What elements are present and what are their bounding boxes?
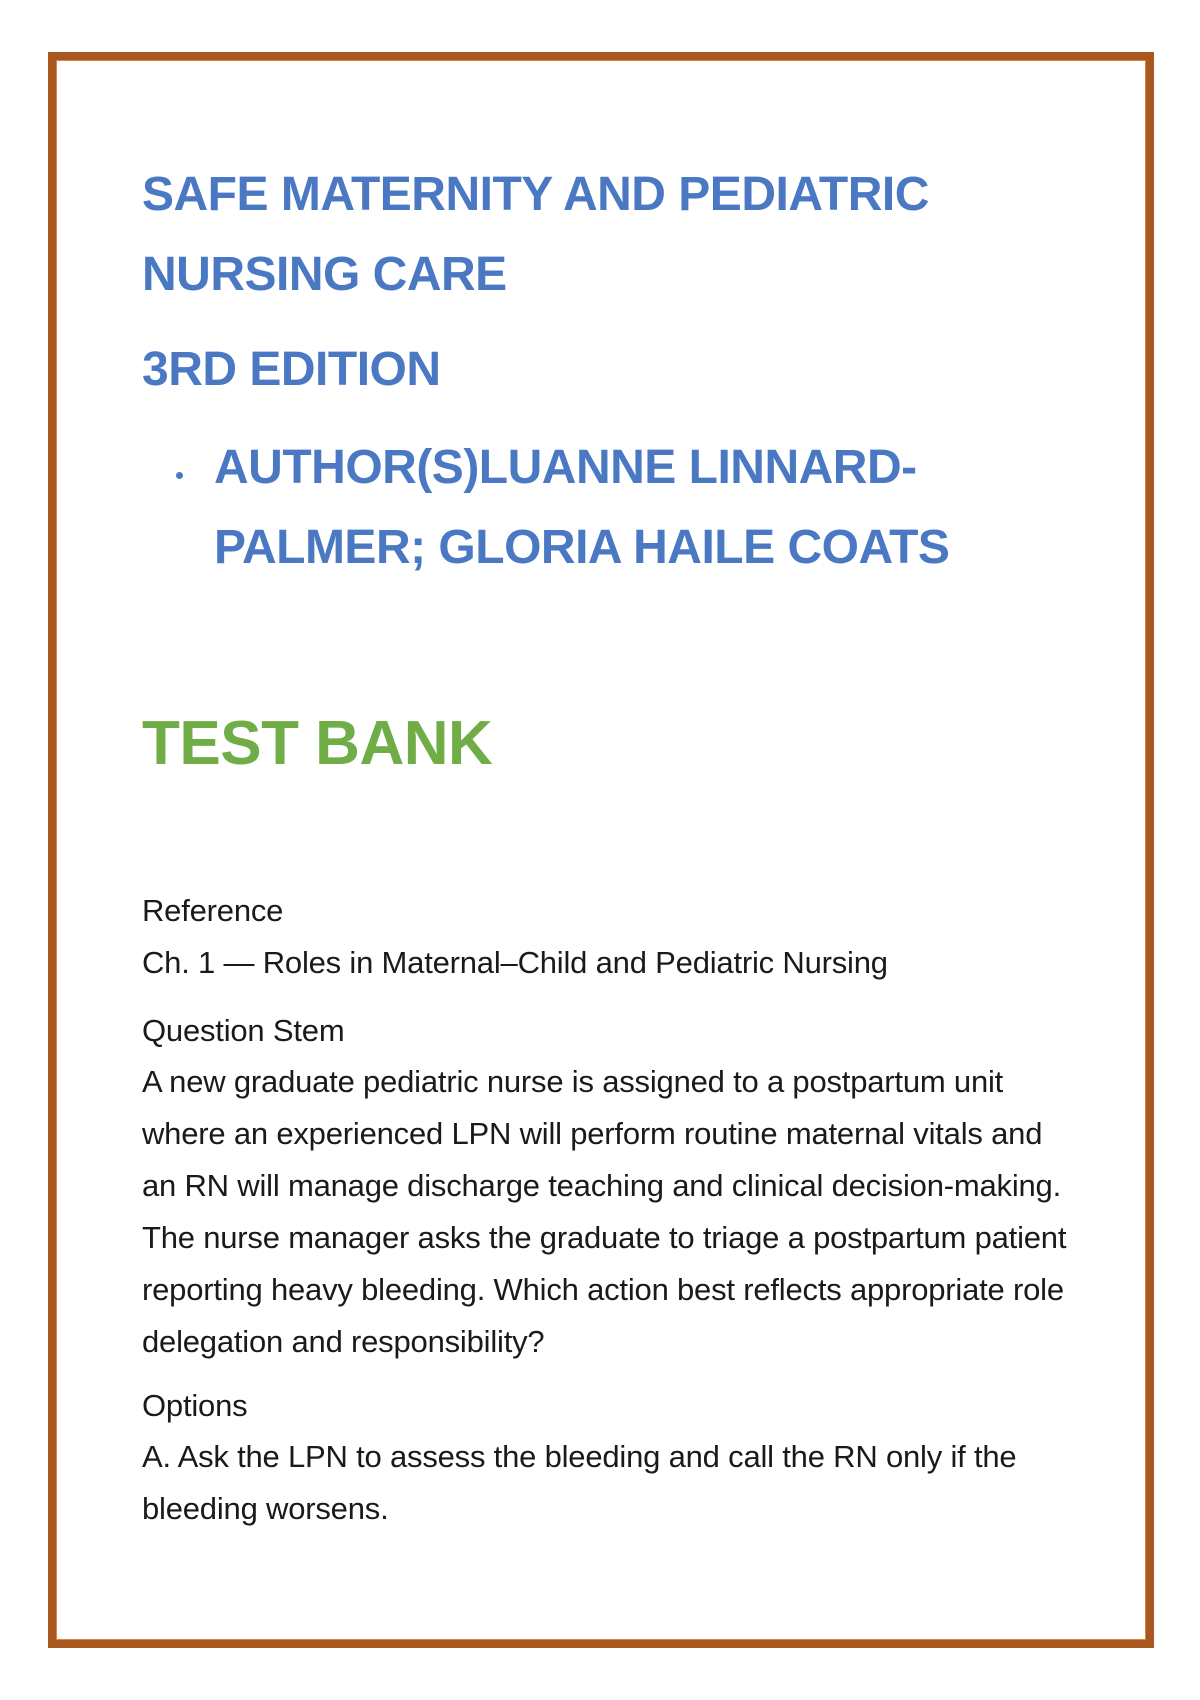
book-title: SAFE MATERNITY AND PEDIATRIC NURSING CARE	[142, 168, 929, 301]
bullet-icon	[176, 472, 183, 479]
reference-value: Ch. 1 — Roles in Maternal–Child and Pediatric Nursing	[142, 945, 888, 980]
authors-list	[142, 428, 1002, 588]
reference-label: Reference	[142, 893, 284, 928]
option-a: A. Ask the LPN to assess the bleeding and call the RN only if the bleeding worsens.	[142, 1439, 1017, 1526]
authors-item	[142, 428, 1002, 588]
edition-label: 3RD EDITION	[142, 343, 441, 396]
options-label: Options	[142, 1388, 248, 1423]
authors-text: AUTHOR(S)LUANNE LINNARD-PALMER; GLORIA HAILE COATS	[214, 441, 950, 574]
question-stem-text: A new graduate pediatric nurse is assigned to a postpartum unit where an experienced LPN will perform routine maternal vitals and an RN will manage discharge teaching and clinical decision-making. The nurse manager asks the graduate to triage a postpartum patient reporting heavy bleeding. Which action best reflects appropriate role delegation and responsibility?	[142, 1064, 1067, 1359]
test-bank-heading: TEST BANK	[142, 709, 493, 778]
question-stem-label: Question Stem	[142, 1013, 345, 1048]
